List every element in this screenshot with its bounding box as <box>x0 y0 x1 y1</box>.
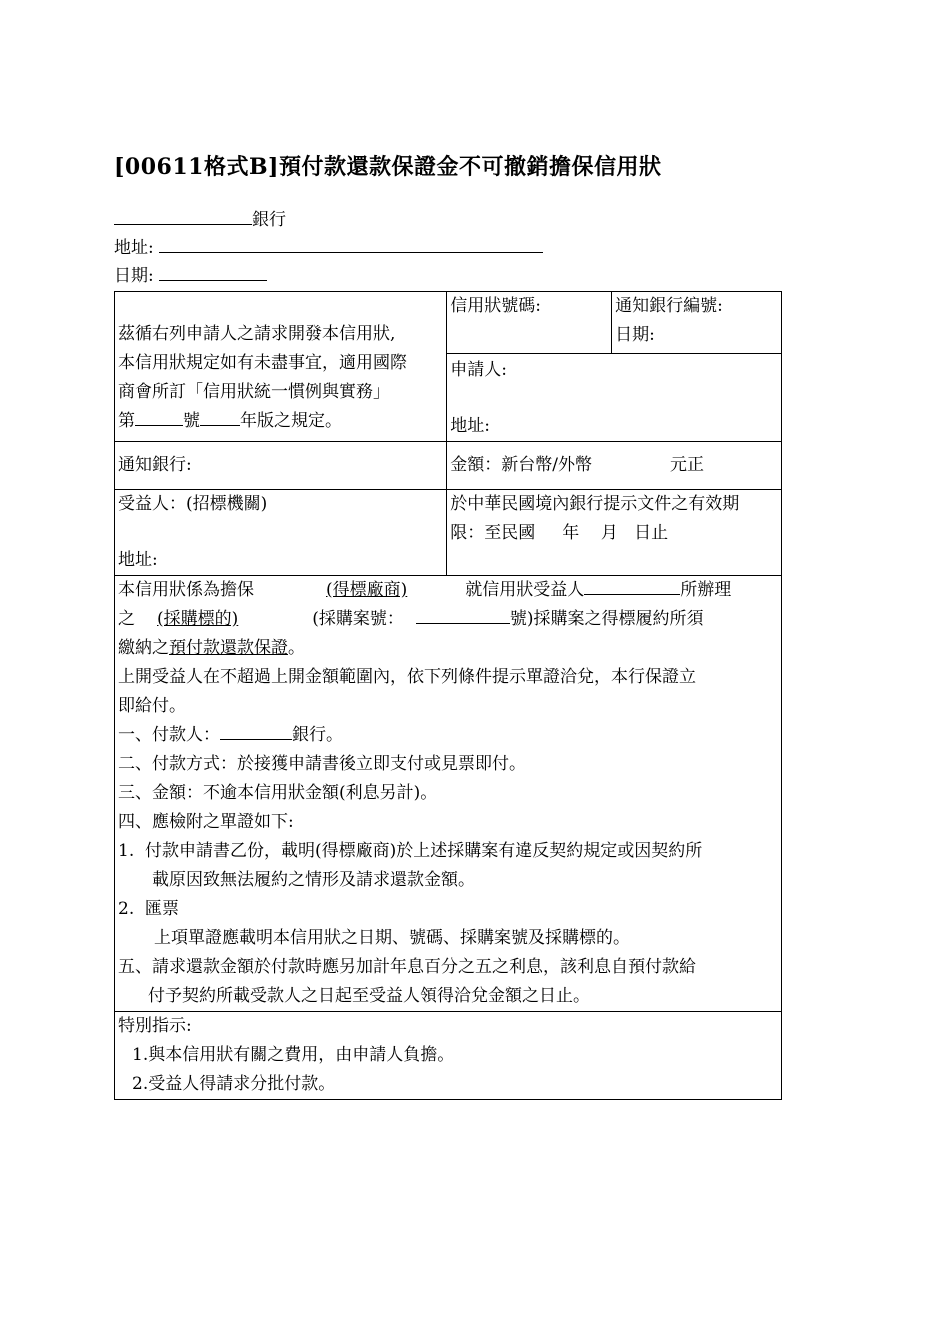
date-label: 日期: <box>114 266 154 286</box>
advising-ref-cell <box>612 292 782 354</box>
amount-line <box>450 451 778 480</box>
address-label: 地址: <box>114 238 154 258</box>
beneficiary-address-label: 地址: <box>118 550 158 570</box>
clause-4: 四、應檢附之單證如下: <box>118 812 294 832</box>
advising-date-label: 日期: <box>615 325 655 345</box>
terms-line-4: 上開受益人在不超過上開金額範圍內，依下列條件提示單證洽兌，本行保證立 <box>118 667 696 687</box>
document-1-line-1: 1. 付款申請書乙份，載明(得標廠商)於上述採購案有違反契約規定或因契約所 <box>118 841 703 861</box>
terms-beneficiary: 就信用狀受益人 <box>465 580 585 600</box>
winner-blank <box>254 580 465 600</box>
amount-cell <box>447 442 782 490</box>
advising-bank-label: 通知銀行: <box>118 455 192 475</box>
terms-case-suffix: 號)採購案之得標履約所須 <box>509 609 704 629</box>
terms-zhi: 之 <box>118 609 135 629</box>
address-blank <box>159 234 543 253</box>
payer-blank <box>220 721 292 740</box>
document-1-line-2: 載原因致無法履約之情形及請求還款金額。 <box>152 870 475 890</box>
terms-payable: 繳納之 <box>118 638 169 658</box>
advising-bank-cell <box>115 442 447 490</box>
validity-cell <box>447 490 782 576</box>
intro-line-2: 本信用狀規定如有未盡事宜，適用國際 <box>118 353 407 373</box>
document-note: 上項單證應載明本信用狀之日期、號碼、採購案號及採購標的。 <box>154 928 630 948</box>
payer-label: 一、付款人： <box>118 725 220 745</box>
bank-suffix: 銀行 <box>252 210 286 230</box>
terms-line-3 <box>118 634 778 663</box>
payer-suffix: 銀行。 <box>292 725 343 745</box>
special-item-2: 2.受益人得請求分批付款。 <box>132 1074 336 1094</box>
lc-number-label: 信用狀號碼: <box>450 296 542 316</box>
intro-line-4 <box>118 407 443 436</box>
intro-line-3: 商會所訂「信用狀統一慣例與實務」 <box>118 382 390 402</box>
guarantee-type: 預付款還款保證 <box>169 638 288 658</box>
address-line <box>114 234 543 261</box>
clause-1 <box>118 721 778 750</box>
applicant-label: 申請人: <box>450 360 508 380</box>
date-line <box>114 262 267 289</box>
clause-5-line-1: 五、請求還款金額於付款時應另加計年息百分之五之利息，該利息自預付款給 <box>118 957 696 977</box>
clause-3: 三、金額：不逾本信用狀金額(利息另計)。 <box>118 783 438 803</box>
terms-line-2 <box>118 605 778 634</box>
clause-2: 二、付款方式：於接獲申請書後立即支付或見票即付。 <box>118 754 526 774</box>
advising-ref-label: 通知銀行編號: <box>615 296 723 316</box>
amount-suffix: 元正 <box>670 455 705 475</box>
intro-edition: 年版之規定。 <box>240 411 342 431</box>
special-instructions-cell <box>115 1012 782 1100</box>
validity-line-1: 於中華民國境內銀行提示文件之有效期 <box>450 494 740 514</box>
terms-guarantee-intro: 本信用狀係為擔保 <box>118 580 254 600</box>
document-title: [00611格式B]預付款還款保證金不可撤銷擔保信用狀 <box>114 154 662 180</box>
beneficiary-label: 受益人：(招標機關) <box>118 494 268 514</box>
document-2: 2. 匯票 <box>118 899 180 919</box>
rules-number-blank <box>135 407 183 426</box>
applicant-address-label: 地址: <box>450 416 491 436</box>
issuing-bank-line <box>114 206 286 233</box>
terms-period: 。 <box>288 638 305 658</box>
target-placeholder: (採購標的) <box>157 609 239 629</box>
beneficiary-blank <box>584 576 680 595</box>
intro-cell <box>115 292 447 442</box>
validity-line-2: 限：至民國 年 月 日止 <box>450 523 669 543</box>
lc-number-cell <box>447 292 612 354</box>
special-item-1: 1.與本信用狀有關之費用，由申請人負擔。 <box>132 1045 455 1065</box>
case-number-label: (採購案號： <box>312 609 404 629</box>
terms-line-1 <box>118 576 778 605</box>
rules-year-blank <box>200 407 240 426</box>
clause-5-line-2: 付予契約所載受款人之日起至受益人領得洽兌金額之日止。 <box>148 986 590 1006</box>
terms-line-5: 即給付。 <box>118 696 186 716</box>
intro-hao: 號 <box>183 411 200 431</box>
winner-placeholder: (得標廠商) <box>326 580 408 600</box>
intro-di: 第 <box>118 411 135 431</box>
special-instructions-label: 特別指示: <box>118 1016 192 1036</box>
terms-cell <box>115 576 782 1012</box>
target-blank <box>135 609 312 629</box>
beneficiary-cell <box>115 490 447 576</box>
case-number-blank <box>416 605 510 624</box>
letter-of-credit-table <box>114 291 782 1100</box>
intro-line-1: 茲循右列申請人之請求開發本信用狀, <box>118 324 396 344</box>
amount-label: 金額：新台幣/外幣 <box>450 455 593 475</box>
date-blank <box>159 262 267 281</box>
bank-name-blank <box>114 206 252 225</box>
applicant-cell <box>447 354 782 442</box>
terms-handled: 所辦理 <box>680 580 732 600</box>
